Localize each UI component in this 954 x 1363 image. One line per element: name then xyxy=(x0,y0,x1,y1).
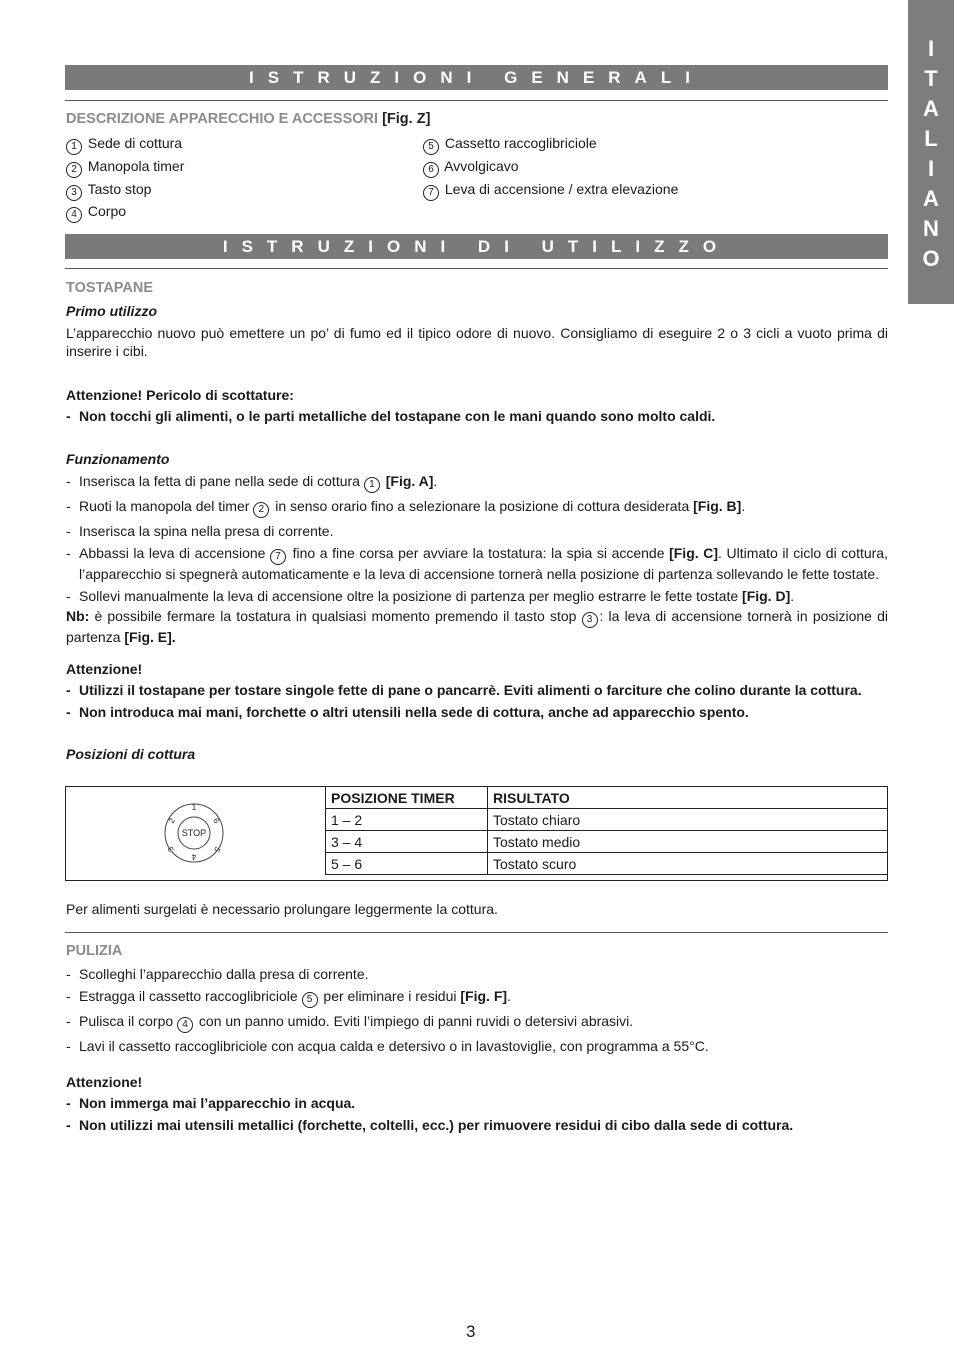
header-usage: ISTRUZIONI DI UTILIZZO xyxy=(65,234,888,259)
dial-mark: 6 xyxy=(211,816,222,825)
nb-note: Nb: è possibile fermare la tostatura in qualsiasi momento premendo il tasto stop 3 : la leva di accensione tornerà in posizione di partenza [Fig. E]. xyxy=(66,608,888,645)
timer-dial-icon xyxy=(156,795,236,875)
list-item: - Lavi il cassetto raccoglibriciole con acqua calda e detersivo o in lavastoviglie, con programma a 55°C. xyxy=(66,1037,888,1055)
list-item: - Estragga il cassetto raccoglibriciole 5 per eliminare i residui [Fig. F]. xyxy=(66,987,888,1008)
cleaning-title: PULIZIA xyxy=(66,943,123,959)
accessory-item: 4 Corpo xyxy=(66,202,126,223)
list-item: - Utilizzi il tostapane per tostare singole fette di pane o pancarrè. Eviti alimenti o farciture che colino durante la cottura. xyxy=(66,681,888,699)
dial-center-label: STOP xyxy=(181,828,207,838)
list-item: - Ruoti la manopola del timer 2 in senso orario fino a selezionare la posizione di cottura desiderata [Fig. B]. xyxy=(66,497,888,518)
table-cell: 1 – 2 xyxy=(326,809,488,831)
frozen-note: Per alimenti surgelati è necessario prolungare leggermente la cottura. xyxy=(66,901,498,917)
list-item: - Non utilizzi mai utensili metallici (forchette, coltelli, ecc.) per rimuovere residui di cibo dalla sede di cottura. xyxy=(66,1116,888,1134)
accessory-item: 7 Leva di accensione / extra elevazione xyxy=(423,180,678,201)
list-item: - Non tocchi gli alimenti, o le parti metalliche del tostapane con le mani quando sono molto caldi. xyxy=(66,407,888,425)
accessory-item: 1 Sede di cottura xyxy=(66,134,182,155)
table-row xyxy=(326,809,888,831)
dial-mark: 2 xyxy=(166,816,177,825)
list-item: - Inserisca la spina nella presa di corrente. xyxy=(66,522,888,540)
first-use-text: L’apparecchio nuovo può emettere un po’ di fumo ed il tipico odore di nuovo. Consigliamo di eseguire 2 o 3 cicli a vuoto prima di inserire i cibi. xyxy=(66,325,888,359)
positions-title: Posizioni di cottura xyxy=(66,746,196,762)
table-cell: 3 – 4 xyxy=(326,831,488,853)
header-general: ISTRUZIONI GENERALI xyxy=(65,65,888,90)
toaster-title: TOSTAPANE xyxy=(66,280,154,296)
list-item: - Pulisca il corpo 4 con un panno umido. Eviti l’impiego di panni ruvidi o detersivi abrasivi. xyxy=(66,1012,888,1033)
lang-letter: I xyxy=(927,156,935,181)
table-row xyxy=(326,831,888,853)
accessory-item: 2 Manopola timer xyxy=(66,157,184,178)
warning-burn-title: Attenzione! Pericolo di scottature: xyxy=(66,387,294,403)
divider xyxy=(65,268,888,269)
list-item: - Non introduca mai mani, forchette o altri utensili nella sede di cottura, anche ad apparecchio spento. xyxy=(66,703,888,721)
table-row xyxy=(326,853,888,875)
list-item: - Inserisca la fetta di pane nella sede di cottura 1 [Fig. A]. xyxy=(66,472,888,493)
divider xyxy=(65,932,888,933)
first-use-title: Primo utilizzo xyxy=(66,303,157,319)
accessory-item: 5 Cassetto raccoglibriciole xyxy=(423,134,597,155)
dial-mark: 4 xyxy=(191,852,197,861)
operation-title: Funzionamento xyxy=(66,451,170,467)
lang-letter: I xyxy=(927,36,935,61)
dial-mark: 5 xyxy=(212,845,223,854)
cleaning-list xyxy=(66,965,888,1055)
table-cell: Tostato scuro xyxy=(488,853,888,875)
operation-list xyxy=(66,472,888,646)
warning-burn-list xyxy=(66,407,888,425)
table-header: POSIZIONE TIMER xyxy=(326,787,488,809)
description-title: DESCRIZIONE APPARECCHIO E ACCESSORI [Fig. Z] xyxy=(66,111,431,127)
table-header: RISULTATO xyxy=(488,787,888,809)
cleaning-warning-list xyxy=(66,1094,888,1134)
lang-letter: N xyxy=(923,216,939,241)
dial-mark: 3 xyxy=(165,845,176,854)
positions-box xyxy=(65,786,888,881)
table-cell: Tostato medio xyxy=(488,831,888,853)
cleaning-warning-title: Attenzione! xyxy=(66,1074,143,1090)
list-item: - Non immerga mai l’apparecchio in acqua. xyxy=(66,1094,888,1112)
table-cell: 5 – 6 xyxy=(326,853,488,875)
divider xyxy=(65,100,888,101)
accessory-item: 3 Tasto stop xyxy=(66,180,151,201)
language-tab xyxy=(908,0,954,304)
lang-letter: A xyxy=(923,186,939,211)
accessory-item: 6 Avvolgicavo xyxy=(423,157,519,178)
table-header-row xyxy=(326,787,888,809)
lang-letter: T xyxy=(924,66,938,91)
lang-letter: L xyxy=(924,126,938,151)
warning-title: Attenzione! xyxy=(66,661,143,677)
table-cell: Tostato chiaro xyxy=(488,809,888,831)
positions-table xyxy=(325,786,888,875)
list-item: - Sollevi manualmente la leva di accensione oltre la posizione di partenza per meglio estrarre le fette tostate [Fig. D]. xyxy=(66,587,888,605)
lang-letter: O xyxy=(922,246,940,271)
list-item: - Abbassi la leva di accensione 7 fino a fine corsa per avviare la tostatura: la spia si accende [Fig. C]. Ultimato il ciclo di cottura, l’apparecchio si spegnerà automaticamente e la leva di accensione tornerà nella posizione di partenza sollevando le fette tostate. xyxy=(66,544,888,583)
dial-mark: 1 xyxy=(191,803,197,812)
page-number: 3 xyxy=(466,1322,476,1341)
list-item: - Scolleghi l’apparecchio dalla presa di corrente. xyxy=(66,965,888,983)
warning-list xyxy=(66,681,888,721)
lang-letter: A xyxy=(923,96,939,121)
